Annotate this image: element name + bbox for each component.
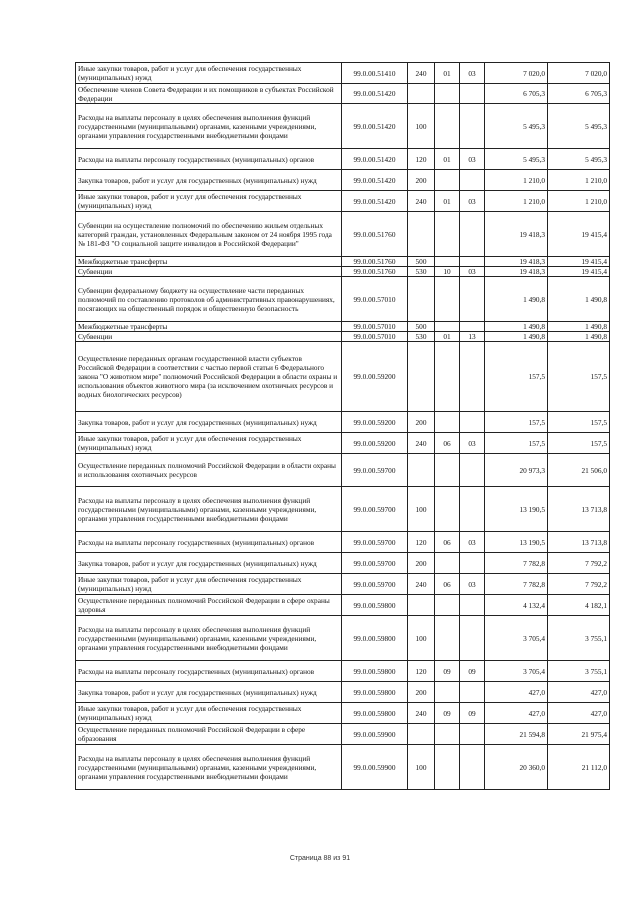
row-expense-type: 100 [408, 104, 435, 149]
row-code: 99.0.00.59800 [342, 703, 408, 724]
row-name: Расходы на выплаты персоналу государственных (муниципальных) органов [76, 532, 342, 553]
row-subsection [460, 724, 485, 745]
table-row [76, 104, 610, 149]
row-amount-year-2: 157,5 [548, 433, 610, 454]
row-amount-year-1: 20 973,3 [485, 454, 548, 487]
row-name: Межбюджетные трансферты [76, 322, 342, 332]
row-amount-year-2: 19 415,4 [548, 212, 610, 257]
row-name: Расходы на выплаты персоналу государственных (муниципальных) органов [76, 661, 342, 682]
row-section [435, 553, 460, 574]
row-subsection [460, 212, 485, 257]
row-amount-year-1: 21 594,8 [485, 724, 548, 745]
row-code: 99.0.00.57010 [342, 277, 408, 322]
row-subsection: 13 [460, 332, 485, 342]
row-amount-year-1: 5 495,3 [485, 149, 548, 170]
row-section: 01 [435, 191, 460, 212]
table-row [76, 322, 610, 332]
row-subsection: 03 [460, 267, 485, 277]
table-row [76, 257, 610, 267]
budget-sheet [75, 62, 609, 790]
row-section [435, 84, 460, 104]
row-code: 99.0.00.59800 [342, 616, 408, 661]
budget-table [75, 62, 610, 790]
row-code: 99.0.00.59900 [342, 745, 408, 790]
row-amount-year-1: 4 132,4 [485, 595, 548, 616]
row-expense-type: 200 [408, 412, 435, 433]
row-code: 99.0.00.51420 [342, 104, 408, 149]
row-section [435, 724, 460, 745]
row-section [435, 487, 460, 532]
row-amount-year-1: 19 418,3 [485, 257, 548, 267]
row-expense-type: 100 [408, 616, 435, 661]
row-section [435, 277, 460, 322]
row-amount-year-2: 157,5 [548, 342, 610, 412]
row-expense-type: 120 [408, 661, 435, 682]
row-amount-year-2: 5 495,3 [548, 104, 610, 149]
table-row [76, 191, 610, 212]
row-subsection [460, 342, 485, 412]
row-name: Расходы на выплаты персоналу в целях обеспечения выполнения функций государственными (муниципальными) органами, казенными учреждениями, органами управления государственными внебюджетными фондами [76, 487, 342, 532]
table-row [76, 595, 610, 616]
row-section [435, 616, 460, 661]
row-subsection [460, 682, 485, 703]
row-subsection: 03 [460, 532, 485, 553]
row-section [435, 212, 460, 257]
row-name: Расходы на выплаты персоналу государственных (муниципальных) органов [76, 149, 342, 170]
row-section: 06 [435, 574, 460, 595]
row-amount-year-2: 21 112,0 [548, 745, 610, 790]
row-code: 99.0.00.51420 [342, 149, 408, 170]
table-row [76, 412, 610, 433]
row-amount-year-2: 7 792,2 [548, 553, 610, 574]
row-amount-year-2: 5 495,3 [548, 149, 610, 170]
row-name: Субвенции федеральному бюджету на осуществление части переданных полномочий по составлению протоколов об административных правонарушениях, посягающих на общественный порядок и общественную безопасность [76, 277, 342, 322]
row-amount-year-2: 13 713,8 [548, 487, 610, 532]
row-name: Расходы на выплаты персоналу в целях обеспечения выполнения функций государственными (муниципальными) органами, казенными учреждениями, органами управления государственными внебюджетными фондами [76, 745, 342, 790]
row-amount-year-1: 7 020,0 [485, 63, 548, 84]
row-amount-year-1: 157,5 [485, 433, 548, 454]
row-subsection [460, 257, 485, 267]
row-expense-type: 120 [408, 532, 435, 553]
table-row [76, 332, 610, 342]
row-amount-year-2: 1 210,0 [548, 170, 610, 191]
row-name: Иные закупки товаров, работ и услуг для обеспечения государственных (муниципальных) нужд [76, 433, 342, 454]
row-section: 09 [435, 661, 460, 682]
row-amount-year-1: 13 190,5 [485, 532, 548, 553]
row-code: 99.0.00.59200 [342, 433, 408, 454]
row-amount-year-2: 19 415,4 [548, 257, 610, 267]
row-subsection: 03 [460, 574, 485, 595]
row-code: 99.0.00.57010 [342, 322, 408, 332]
row-amount-year-2: 19 415,4 [548, 267, 610, 277]
row-subsection [460, 553, 485, 574]
row-subsection: 09 [460, 661, 485, 682]
row-expense-type [408, 595, 435, 616]
row-expense-type: 500 [408, 322, 435, 332]
row-amount-year-2: 3 755,1 [548, 661, 610, 682]
table-row [76, 63, 610, 84]
row-code: 99.0.00.51760 [342, 257, 408, 267]
row-subsection [460, 487, 485, 532]
row-name: Обеспечение членов Совета Федерации и их помощников в субъектах Российской Федерации [76, 84, 342, 104]
row-code: 99.0.00.59200 [342, 412, 408, 433]
row-amount-year-1: 1 490,8 [485, 277, 548, 322]
table-row [76, 703, 610, 724]
budget-table-body [76, 63, 610, 790]
row-subsection [460, 616, 485, 661]
row-subsection [460, 412, 485, 433]
row-code: 99.0.00.59900 [342, 724, 408, 745]
table-row [76, 574, 610, 595]
row-subsection [460, 454, 485, 487]
row-expense-type: 200 [408, 553, 435, 574]
row-expense-type [408, 277, 435, 322]
row-section: 01 [435, 149, 460, 170]
row-expense-type [408, 454, 435, 487]
row-amount-year-2: 427,0 [548, 703, 610, 724]
row-amount-year-2: 1 490,8 [548, 277, 610, 322]
row-subsection: 03 [460, 63, 485, 84]
row-amount-year-1: 427,0 [485, 682, 548, 703]
table-row [76, 433, 610, 454]
row-section [435, 257, 460, 267]
row-expense-type [408, 342, 435, 412]
row-subsection [460, 322, 485, 332]
row-name: Иные закупки товаров, работ и услуг для обеспечения государственных (муниципальных) нужд [76, 63, 342, 84]
row-section [435, 342, 460, 412]
row-expense-type [408, 84, 435, 104]
row-name: Иные закупки товаров, работ и услуг для обеспечения государственных (муниципальных) нужд [76, 191, 342, 212]
row-amount-year-2: 6 705,3 [548, 84, 610, 104]
table-row [76, 149, 610, 170]
row-section: 01 [435, 63, 460, 84]
row-code: 99.0.00.59800 [342, 661, 408, 682]
row-subsection: 09 [460, 703, 485, 724]
row-code: 99.0.00.59200 [342, 342, 408, 412]
row-code: 99.0.00.59700 [342, 574, 408, 595]
table-row [76, 745, 610, 790]
row-expense-type: 240 [408, 63, 435, 84]
row-subsection: 03 [460, 191, 485, 212]
row-amount-year-2: 157,5 [548, 412, 610, 433]
row-name: Осуществление переданных полномочий Российской Федерации в сфере образования [76, 724, 342, 745]
row-name: Иные закупки товаров, работ и услуг для обеспечения государственных (муниципальных) нужд [76, 574, 342, 595]
row-section: 10 [435, 267, 460, 277]
row-expense-type: 240 [408, 191, 435, 212]
row-subsection [460, 104, 485, 149]
table-row [76, 724, 610, 745]
row-amount-year-1: 1 490,8 [485, 322, 548, 332]
table-row [76, 170, 610, 191]
row-amount-year-1: 13 190,5 [485, 487, 548, 532]
row-section [435, 454, 460, 487]
row-section [435, 745, 460, 790]
row-amount-year-1: 7 782,8 [485, 553, 548, 574]
table-row [76, 532, 610, 553]
row-expense-type: 100 [408, 487, 435, 532]
row-expense-type: 200 [408, 170, 435, 191]
row-amount-year-1: 3 705,4 [485, 616, 548, 661]
row-amount-year-1: 1 210,0 [485, 191, 548, 212]
row-amount-year-2: 1 490,8 [548, 322, 610, 332]
row-expense-type: 100 [408, 745, 435, 790]
row-subsection [460, 277, 485, 322]
row-subsection [460, 595, 485, 616]
row-subsection: 03 [460, 149, 485, 170]
table-row [76, 212, 610, 257]
row-code: 99.0.00.59700 [342, 487, 408, 532]
row-amount-year-1: 5 495,3 [485, 104, 548, 149]
row-amount-year-1: 427,0 [485, 703, 548, 724]
row-amount-year-2: 1 490,8 [548, 332, 610, 342]
row-name: Закупка товаров, работ и услуг для государственных (муниципальных) нужд [76, 553, 342, 574]
row-code: 99.0.00.59700 [342, 553, 408, 574]
row-code: 99.0.00.59700 [342, 454, 408, 487]
row-name: Осуществление переданных органам государственной власти субъектов Российской Федерации в соответствии с частью первой статьи 6 Федерального закона "О животном мире" полномочий Российской Федерации в области охраны и использования объектов животного мира (за исключением охотничьих ресурсов и водных биологических ресурсов) [76, 342, 342, 412]
row-amount-year-1: 19 418,3 [485, 267, 548, 277]
row-amount-year-1: 157,5 [485, 412, 548, 433]
row-amount-year-2: 21 506,0 [548, 454, 610, 487]
row-amount-year-1: 20 360,0 [485, 745, 548, 790]
row-section: 06 [435, 532, 460, 553]
row-amount-year-1: 3 705,4 [485, 661, 548, 682]
row-amount-year-1: 7 782,8 [485, 574, 548, 595]
row-name: Субвенции на осуществление полномочий по обеспечению жильем отдельных категорий граждан, установленных Федеральным законом от 24 ноября 1995 года № 181-ФЗ "О социальной защите инвалидов в Российской Федерации" [76, 212, 342, 257]
row-expense-type: 240 [408, 574, 435, 595]
table-row [76, 553, 610, 574]
row-amount-year-2: 4 182,1 [548, 595, 610, 616]
row-section: 01 [435, 332, 460, 342]
row-amount-year-1: 1 210,0 [485, 170, 548, 191]
row-code: 99.0.00.59800 [342, 595, 408, 616]
row-section [435, 170, 460, 191]
row-code: 99.0.00.51410 [342, 63, 408, 84]
row-code: 99.0.00.51420 [342, 170, 408, 191]
row-amount-year-2: 21 975,4 [548, 724, 610, 745]
row-name: Субвенции [76, 267, 342, 277]
row-name: Межбюджетные трансферты [76, 257, 342, 267]
row-expense-type [408, 212, 435, 257]
row-section [435, 104, 460, 149]
row-amount-year-1: 19 418,3 [485, 212, 548, 257]
row-name: Закупка товаров, работ и услуг для государственных (муниципальных) нужд [76, 170, 342, 191]
row-subsection [460, 745, 485, 790]
row-code: 99.0.00.59700 [342, 532, 408, 553]
table-row [76, 682, 610, 703]
row-name: Расходы на выплаты персоналу в целях обеспечения выполнения функций государственными (муниципальными) органами, казенными учреждениями, органами управления государственными внебюджетными фондами [76, 616, 342, 661]
row-name: Осуществление переданных полномочий Российской Федерации в сфере охраны здоровья [76, 595, 342, 616]
row-amount-year-1: 6 705,3 [485, 84, 548, 104]
row-name: Расходы на выплаты персоналу в целях обеспечения выполнения функций государственными (муниципальными) органами, казенными учреждениями, органами управления государственными внебюджетными фондами [76, 104, 342, 149]
row-subsection [460, 84, 485, 104]
row-section: 06 [435, 433, 460, 454]
row-expense-type: 120 [408, 149, 435, 170]
row-section [435, 595, 460, 616]
row-expense-type: 500 [408, 257, 435, 267]
table-row [76, 616, 610, 661]
row-name: Закупка товаров, работ и услуг для государственных (муниципальных) нужд [76, 412, 342, 433]
row-expense-type: 240 [408, 433, 435, 454]
row-amount-year-2: 13 713,8 [548, 532, 610, 553]
row-code: 99.0.00.59800 [342, 682, 408, 703]
row-expense-type: 200 [408, 682, 435, 703]
row-amount-year-1: 157,5 [485, 342, 548, 412]
row-code: 99.0.00.51420 [342, 191, 408, 212]
row-name: Субвенции [76, 332, 342, 342]
row-section: 09 [435, 703, 460, 724]
table-row [76, 342, 610, 412]
row-code: 99.0.00.51760 [342, 212, 408, 257]
row-expense-type: 240 [408, 703, 435, 724]
row-section [435, 412, 460, 433]
row-name: Закупка товаров, работ и услуг для государственных (муниципальных) нужд [76, 682, 342, 703]
row-code: 99.0.00.51420 [342, 84, 408, 104]
row-expense-type: 530 [408, 267, 435, 277]
row-amount-year-2: 7 792,2 [548, 574, 610, 595]
row-amount-year-2: 1 210,0 [548, 191, 610, 212]
row-subsection: 03 [460, 433, 485, 454]
row-name: Иные закупки товаров, работ и услуг для обеспечения государственных (муниципальных) нужд [76, 703, 342, 724]
page-footer: Страница 88 из 91 [289, 855, 351, 862]
row-code: 99.0.00.51760 [342, 267, 408, 277]
row-section [435, 322, 460, 332]
row-subsection [460, 170, 485, 191]
row-name: Осуществление переданных полномочий Российской Федерации в области охраны и использования охотничьих ресурсов [76, 454, 342, 487]
row-section [435, 682, 460, 703]
table-row [76, 661, 610, 682]
row-amount-year-1: 1 490,8 [485, 332, 548, 342]
row-code: 99.0.00.57010 [342, 332, 408, 342]
row-expense-type: 530 [408, 332, 435, 342]
table-row [76, 84, 610, 104]
table-row [76, 277, 610, 322]
table-row [76, 454, 610, 487]
table-row [76, 487, 610, 532]
table-row [76, 267, 610, 277]
row-expense-type [408, 724, 435, 745]
row-amount-year-2: 7 020,0 [548, 63, 610, 84]
row-amount-year-2: 427,0 [548, 682, 610, 703]
row-amount-year-2: 3 755,1 [548, 616, 610, 661]
